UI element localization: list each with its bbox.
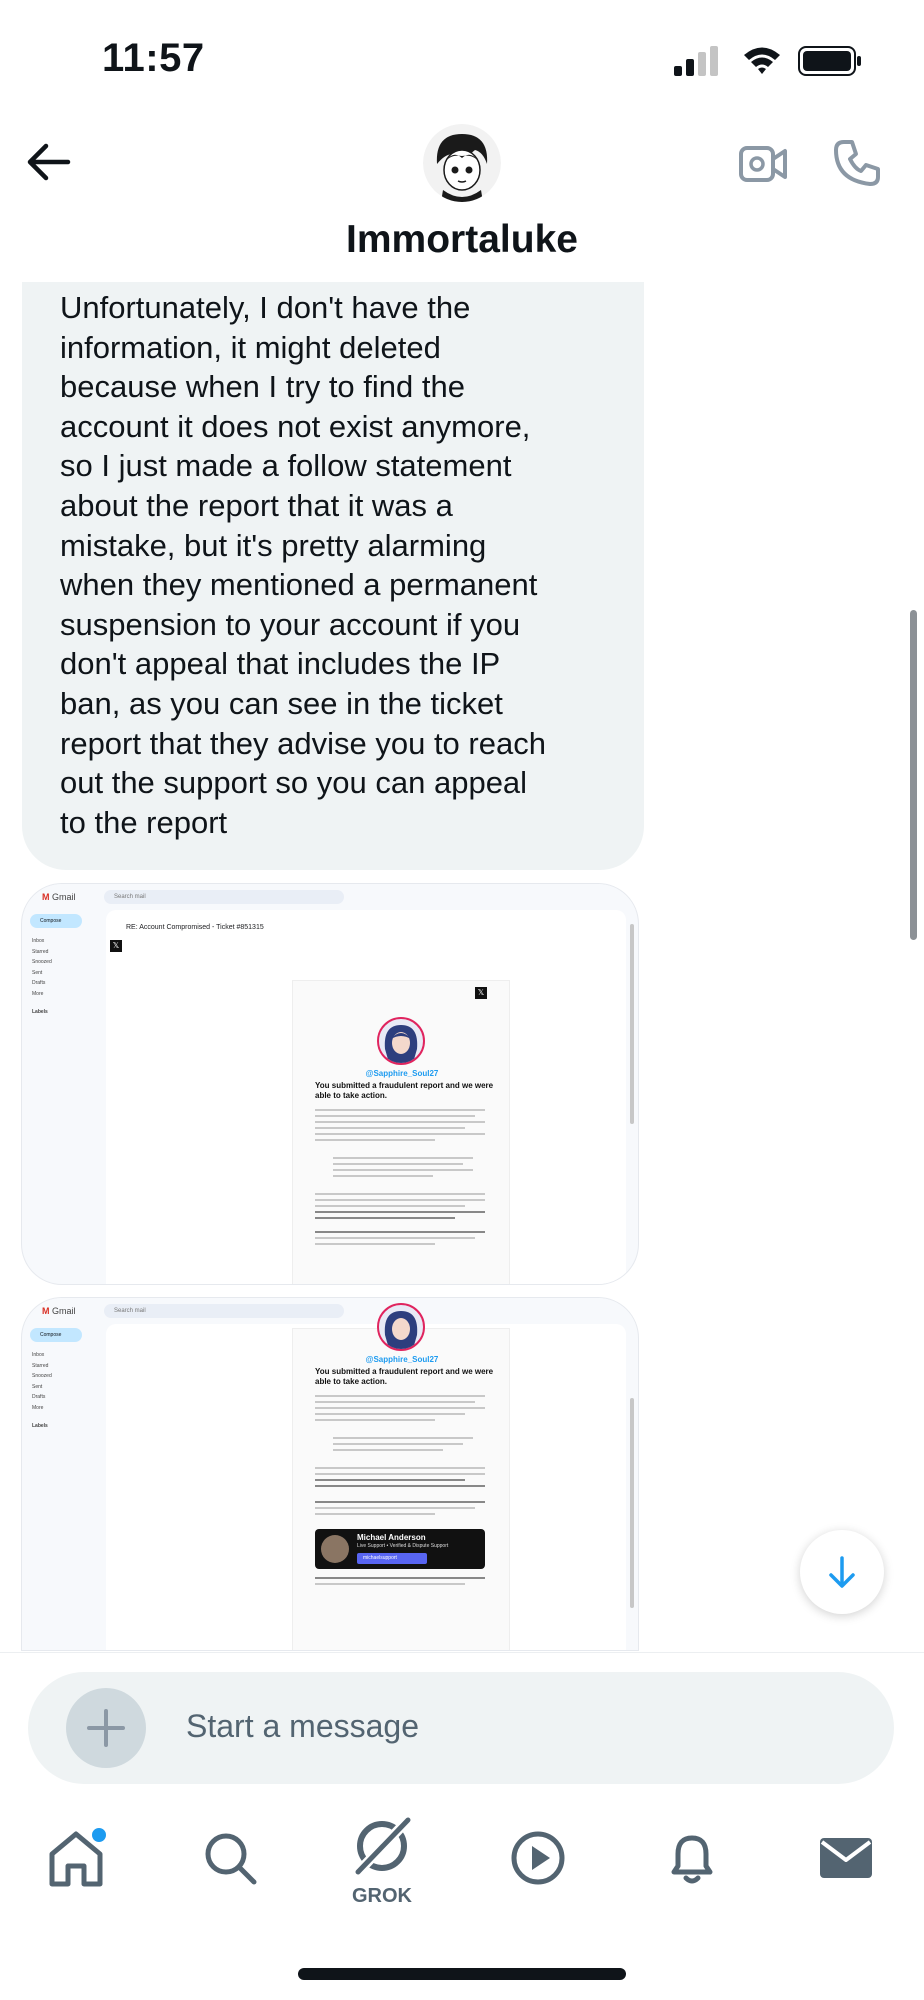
text-line <box>315 1583 465 1585</box>
text-line <box>315 1193 485 1195</box>
x-logo-icon: 𝕏 <box>110 940 122 952</box>
support-name: Michael Anderson <box>357 1533 426 1542</box>
scroll-indicator[interactable] <box>910 610 917 940</box>
notifications-icon[interactable] <box>660 1826 724 1890</box>
wifi-icon <box>742 44 782 76</box>
home-indicator <box>298 1968 626 1980</box>
text-line <box>315 1205 465 1207</box>
text-line <box>315 1507 475 1509</box>
add-media-button[interactable] <box>66 1688 146 1768</box>
gmail-nav: Inbox Starred Snoozed Sent Drafts More Labels <box>32 938 52 1015</box>
reported-handle: @Sapphire_Soul27 <box>365 1069 439 1078</box>
gmail-compose: Compose <box>30 914 82 928</box>
home-notification-dot <box>90 1826 108 1844</box>
gmail-subject: RE: Account Compromised - Ticket #851315 <box>126 924 264 931</box>
image-attachment-1[interactable] <box>22 884 638 1284</box>
text-line <box>315 1407 485 1409</box>
message-bubble[interactable] <box>22 282 644 870</box>
voice-message-icon[interactable] <box>804 1706 852 1750</box>
text-line <box>315 1133 485 1135</box>
gmail-main <box>106 910 626 1284</box>
grok-tab[interactable] <box>346 1816 418 1907</box>
text-line <box>315 1211 485 1213</box>
grok-label: GROK <box>352 1885 412 1907</box>
support-contact-card <box>315 1529 485 1569</box>
profile-picture <box>377 1017 425 1065</box>
message-input[interactable]: Start a message <box>186 1708 419 1744</box>
text-line <box>315 1127 465 1129</box>
messages-icon[interactable] <box>814 1826 878 1890</box>
text-line <box>315 1479 465 1481</box>
text-line <box>315 1243 435 1245</box>
support-avatar <box>321 1535 349 1563</box>
video-icon[interactable] <box>506 1826 570 1890</box>
email-headline: You submitted a fraudulent report and we were able to take action. <box>315 1081 494 1100</box>
gmail-scrollbar <box>630 1398 634 1608</box>
message-composer[interactable] <box>28 1672 894 1784</box>
phone-call-icon[interactable] <box>832 138 882 188</box>
text-line <box>315 1395 485 1397</box>
image-attachment-2[interactable] <box>22 1298 638 1650</box>
text-line <box>333 1175 433 1177</box>
text-line <box>315 1199 485 1201</box>
text-line <box>315 1513 435 1515</box>
email-headline: You submitted a fraudulent report and we were able to take action. <box>315 1367 494 1386</box>
arrow-down-icon <box>800 1530 884 1614</box>
text-line <box>333 1163 463 1165</box>
profile-picture <box>377 1303 425 1351</box>
text-line <box>333 1449 443 1451</box>
gmail-logo: M Gmail <box>42 1306 76 1316</box>
text-line <box>315 1121 485 1123</box>
gmail-logo: M Gmail <box>42 892 76 902</box>
search-icon[interactable] <box>198 1826 262 1890</box>
message-text: Unfortunately, I don't have the information, it might deleted because when I try to find the account it does not exist anymore, so I just made a follow statement about the report that it was a mistake, but it's pretty alarming when they mentioned a permanent suspension to your account if you don't appeal that includes the IP ban, as you can see in the ticket report that they advise you to reach out the support so you can appeal to the report <box>60 290 546 840</box>
text-line <box>333 1443 463 1445</box>
support-button: michaelsupport <box>357 1553 427 1564</box>
gmail-nav: Inbox Starred Snoozed Sent Drafts More Labels <box>32 1352 52 1429</box>
text-line <box>315 1217 455 1219</box>
gmail-search: Search mail <box>104 890 344 904</box>
text-line <box>315 1501 485 1503</box>
gmail-main <box>106 1324 626 1650</box>
video-call-icon[interactable] <box>738 142 788 186</box>
status-time: 11:57 <box>102 36 205 80</box>
text-line <box>315 1401 475 1403</box>
support-subtitle: Live Support • Verified & Dispute Support <box>357 1543 449 1549</box>
avatar[interactable] <box>423 124 501 202</box>
text-line <box>315 1139 435 1141</box>
text-line <box>333 1169 473 1171</box>
cellular-signal-icon <box>674 46 720 76</box>
plus-icon <box>66 1688 146 1768</box>
text-line <box>333 1157 473 1159</box>
email-body <box>292 980 510 1284</box>
text-line <box>315 1231 485 1233</box>
text-line <box>315 1467 485 1469</box>
reported-handle: @Sapphire_Soul27 <box>365 1355 439 1364</box>
gmail-scrollbar <box>630 924 634 1124</box>
conversation-title: Immortaluke <box>346 218 578 261</box>
text-line <box>315 1115 475 1117</box>
text-line <box>315 1413 465 1415</box>
text-line <box>315 1237 475 1239</box>
x-logo-icon: 𝕏 <box>475 987 487 999</box>
gmail-sidebar <box>22 910 104 1284</box>
text-line <box>315 1485 485 1487</box>
email-body <box>292 1328 510 1650</box>
text-line <box>315 1419 435 1421</box>
back-arrow-icon[interactable] <box>24 142 72 182</box>
gmail-search: Search mail <box>104 1304 344 1318</box>
battery-icon <box>798 46 862 76</box>
scroll-to-bottom-button[interactable] <box>800 1530 884 1614</box>
text-line <box>315 1473 485 1475</box>
text-line <box>315 1577 485 1579</box>
text-line <box>333 1437 473 1439</box>
grok-icon <box>346 1816 418 1878</box>
gmail-compose: Compose <box>30 1328 82 1342</box>
gmail-sidebar <box>22 1324 104 1650</box>
text-line <box>315 1109 485 1111</box>
